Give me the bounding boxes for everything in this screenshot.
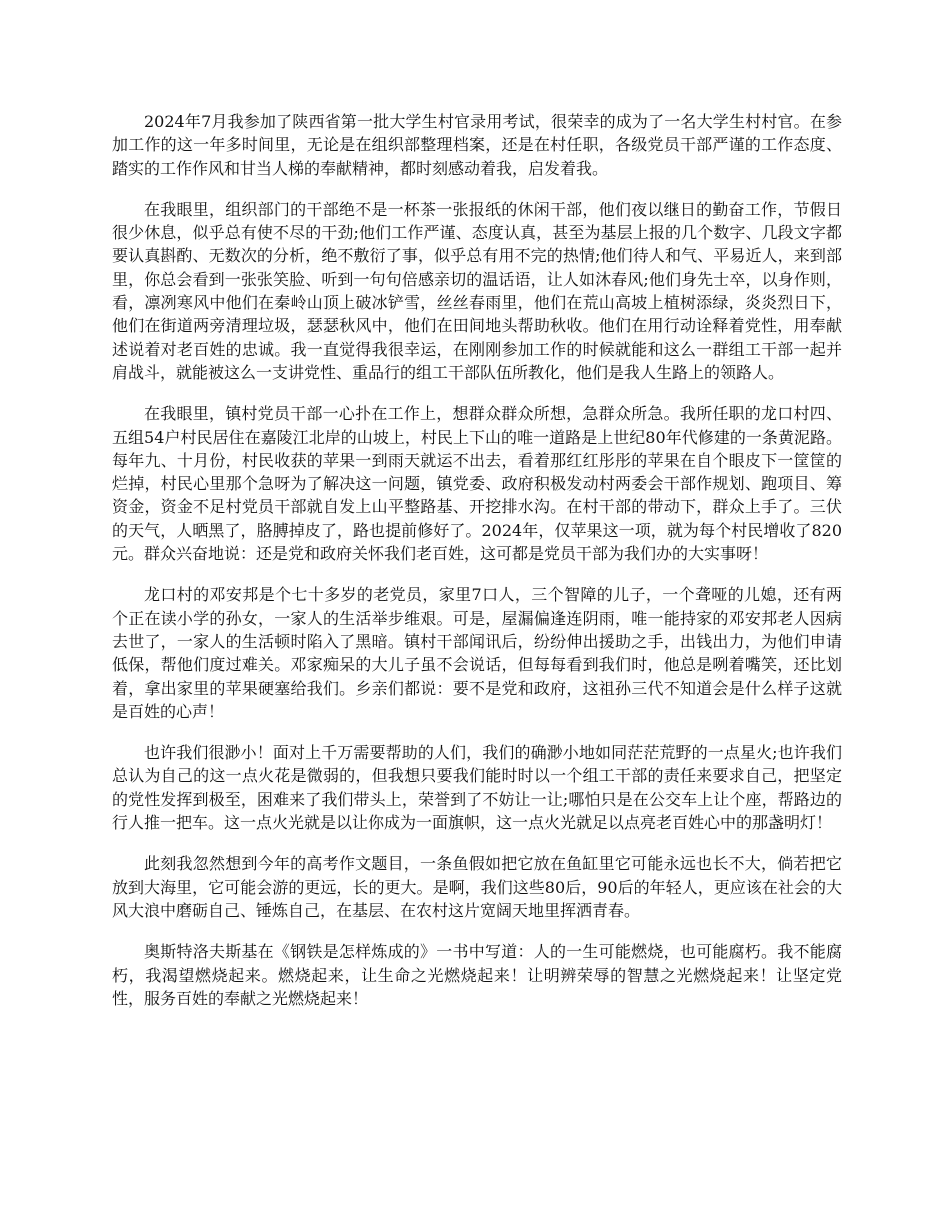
paragraph-1: 2024年7月我参加了陕西省第一批大学生村官录用考试，很荣幸的成为了一名大学生村村官。在参加工作的这一年多时间里，无论是在组织部整理档案，还是在村任职，各级党员干部严谨的工作态度、踏实的工作作风和甘当人梯的奉献精神，都时刻感动着我，启发着我。 bbox=[112, 112, 842, 178]
paragraph-3: 在我眼里，镇村党员干部一心扑在工作上，想群众群众所想，急群众所急。我所任职的龙口村四、五组54户村民居住在嘉陵江北岸的山坡上，村民上下山的唯一道路是上世纪80年代修建的一条黄泥路。每年九、十月份，村民收获的苹果一到雨天就运不出去，看着那红红彤彤的苹果在自个眼皮下一筐筐的烂掉，村民心里那个急呀为了解决这一问题，镇党委、政府积极发动村两委会干部作规划、跑项目、筹资金，资金不足村党员干部就自发上山平整路基、开挖排水沟。在村干部的带动下，群众上手了。三伏的天气，人晒黑了，胳膊掉皮了，路也提前修好了。2024年，仅苹果这一项，就为每个村民增收了820元。群众兴奋地说：还是党和政府关怀我们老百姓，这可都是党员干部为我们办的大实事呀！ bbox=[112, 404, 842, 564]
paragraph-4: 龙口村的邓安邦是个七十多岁的老党员，家里7口人，三个智障的儿子，一个聋哑的儿媳，还有两个正在读小学的孙女，一家人的生活举步维艰。可是，屋漏偏逢连阴雨，唯一能持家的邓安邦老人因病去世了，一家人的生活顿时陷入了黑暗。镇村干部闻讯后，纷纷伸出援助之手，出钱出力，为他们申请低保，帮他们度过难关。邓家痴呆的大儿子虽不会说话，但每每看到我们时，他总是咧着嘴笑，还比划着，拿出家里的苹果硬塞给我们。乡亲们都说：要不是党和政府，这祖孙三代不知道会是什么样子这就是百姓的心声！ bbox=[112, 585, 842, 721]
paragraph-5: 也许我们很渺小！面对上千万需要帮助的人们，我们的确渺小地如同茫茫荒野的一点星火;也许我们总认为自己的这一点火花是微弱的，但我想只要我们能时时以一个组工干部的责任来要求自己，把坚定的党性发挥到极至，困难来了我们带头上，荣誉到了不妨让一让;哪怕只是在公交车上让个座，帮路边的行人推一把车。这一点火光就是以让你成为一面旗帜，这一点火光就足以点亮老百姓心中的那盏明灯！ bbox=[112, 743, 842, 833]
paragraph-2: 在我眼里，组织部门的干部绝不是一杯茶一张报纸的休闲干部，他们夜以继日的勤奋工作，节假日很少休息，似乎总有使不尽的干劲;他们工作严谨、态度认真，甚至为基层上报的几个数字、几段文字都要认真斟酌、无数次的分析，绝不敷衍了事，似乎总有用不完的热情;他们待人和气、平易近人，来到部里，你总会看到一张张笑脸、听到一句句倍感亲切的温话语，让人如沐春风;他们身先士卒，以身作则，看，凛冽寒风中他们在秦岭山顶上破冰铲雪，丝丝春雨里，他们在荒山高坡上植树添绿，炎炎烈日下，他们在街道两旁清理垃圾，瑟瑟秋风中，他们在田间地头帮助秋收。他们在用行动诠释着党性，用奉献述说着对老百姓的忠诚。我一直觉得我很幸运，在刚刚参加工作的时候就能和这么一群组工干部一起并肩战斗，就能被这么一支讲党性、重品行的组工干部队伍所教化，他们是我人生路上的领路人。 bbox=[112, 199, 842, 382]
paragraph-6: 此刻我忽然想到今年的高考作文题目，一条鱼假如把它放在鱼缸里它可能永远也长不大，倘若把它放到大海里，它可能会游的更远，长的更大。是啊，我们这些80后，90后的年轻人，更应该在社会的大风大浪中磨砺自己、锤炼自己，在基层、在农村这片宽阔天地里挥洒青春。 bbox=[112, 854, 842, 920]
paragraph-7: 奥斯特洛夫斯基在《钢铁是怎样炼成的》一书中写道：人的一生可能燃烧，也可能腐朽。我不能腐朽，我渴望燃烧起来。燃烧起来，让生命之光燃烧起来！让明辨荣辱的智慧之光燃烧起来！让坚定党性，服务百姓的奉献之光燃烧起来！ bbox=[112, 942, 842, 1008]
document-body bbox=[112, 110, 842, 1028]
